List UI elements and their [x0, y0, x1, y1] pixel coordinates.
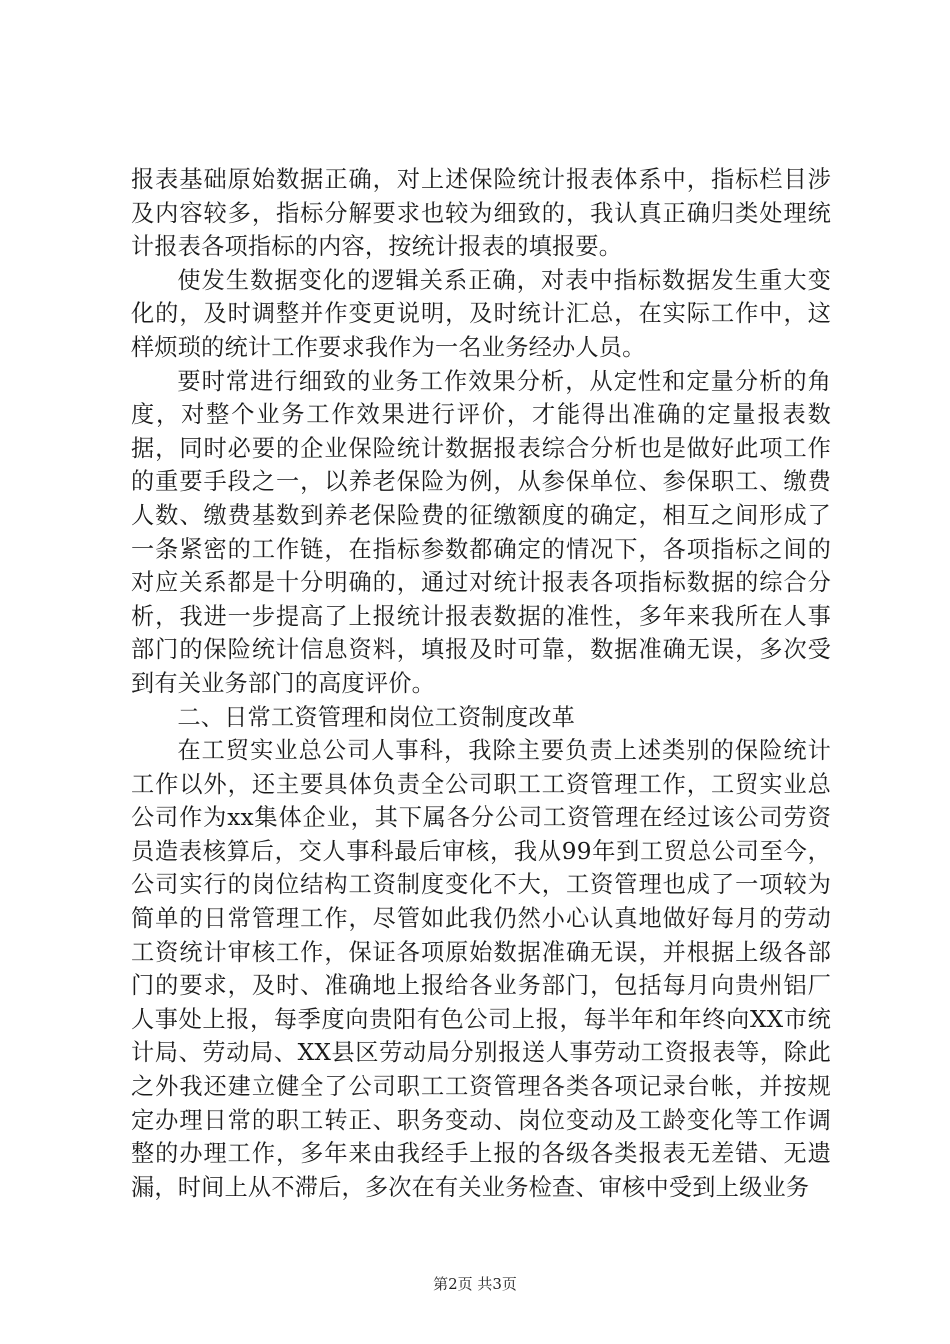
paragraph: 使发生数据变化的逻辑关系正确，对表中指标数据发生重大变化的，及时调整并作变更说明，及时统计汇总，在实际工作中，这样烦琐的统计工作要求我作为一名业务经办人员。: [131, 266, 831, 361]
paragraph: 要时常进行细致的业务工作效果分析，从定性和定量分析的角度，对整个业务工作效果进行评价，才能得出准确的定量报表数据，同时必要的企业保险统计数据报表综合分析也是做好此项工作的重要手段之一，以养老保险为例，从参保单位、参保职工、缴费人数、缴费基数到养老保险费的征缴额度的确定，相互之间形成了一条紧密的工作链，在指标参数都确定的情况下，各项指标之间的对应关系都是十分明确的，通过对统计报表各项指标数据的综合分析，我进一步提高了上报统计报表数据的准性，多年来我所在人事部门的保险统计信息资料，填报及时可靠，数据准确无误，多次受到有关业务部门的高度评价。: [131, 367, 831, 697]
paragraph: 在工贸实业总公司人事科，我除主要负责上述类别的保险统计工作以外，还主要具体负责全公司职工工资管理工作，工贸实业总公司作为xx集体企业，其下属各分公司工资管理在经过该公司劳资员造表核算后，交人事科最后审核，我从99年到工贸总公司至今，公司实行的岗位结构工资制度变化不大，工资管理也成了一项较为简单的日常管理工作，尽管如此我仍然小心认真地做好每月的劳动工资统计审核工作，保证各项原始数据准确无误，并根据上级各部门的要求，及时、准确地上报给各业务部门，包括每月向贵州铝厂人事处上报，每季度向贵阳有色公司上报，每半年和年终向XX市统计局、劳动局、XX县区劳动局分别报送人事劳动工资报表等，除此之外我还建立健全了公司职工工资管理各类各项记录台帐，并按规定办理日常的职工转正、职务变动、岗位变动及工龄变化等工作调整的办理工作，多年来由我经手上报的各级各类报表无差错、无遗漏，时间上从不滞后，多次在有关业务检查、审核中受到上级业务: [131, 737, 831, 1201]
paragraph-continued: 报表基础原始数据正确，对上述保险统计报表体系中，指标栏目涉及内容较多，指标分解要求也较为细致的，我认真正确归类处理统计报表各项指标的内容，按统计报表的填报要。: [131, 166, 831, 261]
section-heading: 二、日常工资管理和岗位工资制度改革: [177, 703, 575, 731]
document-body: [131, 163, 831, 1204]
page-number-footer: 第2页 共3页: [433, 1275, 517, 1293]
